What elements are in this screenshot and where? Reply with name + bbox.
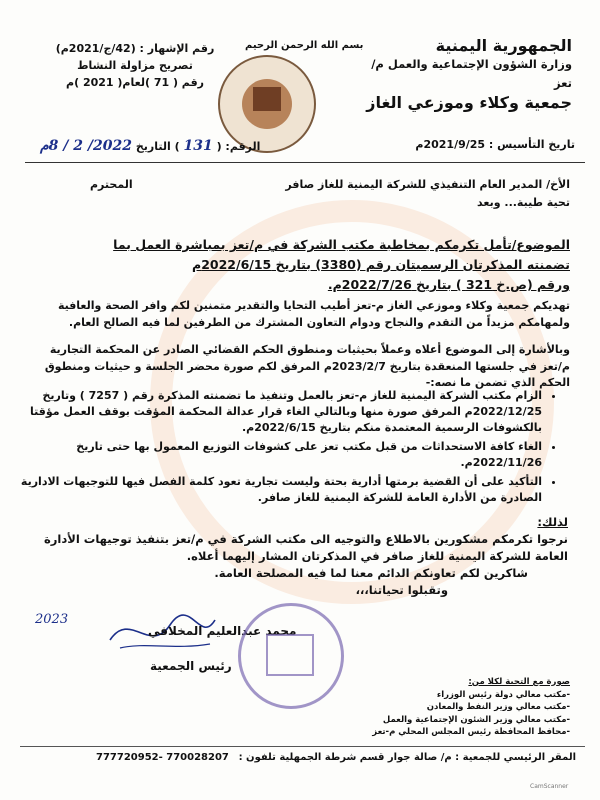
- association-name: جمعية وكلاء وموزعي الغاز: [366, 93, 572, 112]
- request-text: نرجوا تكرمكم مشكورين بالاطلاع والتوجيه الى مكتب الشركة في م/تعز بتنفيذ توجيهات الأدارة العامة للشركة اليمنية للغاز صافر في المذكرتان المشار إليهما أعلاه.: [44, 532, 568, 563]
- reference-block: [40, 138, 260, 154]
- cc-item: -مكتب معالي وزير الشئون الإجتماعية والعمل: [382, 714, 570, 725]
- basmala: بسم الله الرحمن الرحيم: [245, 40, 364, 51]
- ministry-name: وزارة الشؤون الإجتماعية والعمل م/تعز: [371, 57, 572, 90]
- publicity-number: رقم الإشهار : (42/ج/2021م): [55, 42, 215, 55]
- paragraph-reference: وبالأشارة إلى الموضوع أعلاه وعملاً بحيثيات ومنطوق الحكم القضائي الصادر عن المحكمة التجارية م/تعز في جلستها المنعقدة بتاريخ 2023/2/7م المرفق لكم صورة محضر الجلسة و حيثيات ومنطوق الحكم الذي تضمن ما نصه:-: [44, 343, 570, 389]
- addressee: [270, 176, 570, 212]
- date-label: ) التاريخ: [135, 140, 180, 153]
- subject-line-1: الموضوع/تأمل تكرمكم بمخاطبة مكتب الشركة في م/تعز بمباشرة العمل بما: [113, 237, 570, 252]
- header-divider: [25, 162, 585, 163]
- honored-label: المحترم: [90, 178, 133, 191]
- addressee-line: الأخ/ المدير العام التنفيذي للشركة اليمنية للغاز صافر: [285, 178, 570, 191]
- ruling-point: • الزام مكتب الشركة اليمنية للغاز م-تعز بالعمل وتنفيذ ما تضمنته المذكرة رقم ( 7257 ) وتاريخ 2022/12/25م المرفق صورة منها وبالتالي الغاء قرار عدالة المحكمة المؤقت بوقف العمل مؤقتا بالكشوفات الرسمية المعتمدة منكم بتاريخ 2022/6/15م.: [17, 388, 542, 436]
- signatory-title: رئيس الجمعية: [150, 659, 232, 673]
- reference-row: [30, 138, 575, 160]
- cc-heading: صورة مع التحية لكلا من:: [468, 677, 570, 687]
- therefore-label: لذلك:: [537, 515, 568, 529]
- cc-item: -مكتب معالي وزير النفط والمعادن: [426, 702, 570, 712]
- subject: [30, 235, 570, 295]
- ruling-point: • الغاء كافة الاستحداثات من قبل مكتب تعز على كشوفات التوزيع المعمول بها حتى تاريخ 2022/11/26م.: [17, 439, 542, 471]
- cc-list: [350, 676, 570, 739]
- regards-text: وتقبلوا تحياتنا،،،: [355, 583, 448, 597]
- permit-label: تصريح مزاولة النشاط: [77, 59, 193, 72]
- ruling-points: [17, 388, 560, 509]
- footer-address: المقر الرئيسي للجمعية : م/ صالة جوار قسم شرطة الجمهلية تلفون :: [238, 752, 576, 763]
- cc-item: -مكتب معالي دولة رئيس الوزراء: [436, 689, 570, 700]
- greeting-line: تحية طيبة... وبعد: [477, 196, 570, 209]
- handwritten-year: 2023: [35, 612, 69, 627]
- founding-date: تاريخ التأسيس : 2021/9/25م: [415, 138, 575, 151]
- stamp-emblem: [266, 634, 314, 676]
- cc-item: -محافظ المحافظة رئيس المجلس المحلي م-تعز: [372, 727, 570, 737]
- footer-divider: [20, 746, 585, 747]
- footer-phones: 777720952- 770028207: [96, 752, 229, 763]
- ref-label: الرقم: (: [216, 140, 261, 153]
- letter-date: 2022/ 2 / 8م: [40, 138, 133, 154]
- thanks-text: شاكرين لكم تعاونكم الدائم معنا لما فيه المصلحة العامة.: [214, 566, 528, 580]
- permit-number: رقم ( 71 )لعام( 2021 )م: [66, 76, 204, 89]
- subject-line-2: تضمنته المذكرتان الرسميتان رقم (3380) بتاريخ 2022/6/15م: [192, 257, 570, 272]
- ruling-point: • التأكيد على أن القضية برمتها أدارية بحتة وليست تجارية تعود كلمة الفصل فيها للتوجيهات الادارية الصادرة من الأدارة العامة للشركة اليمنية للغاز صافر.: [17, 474, 542, 506]
- logo-building-icon: [253, 87, 281, 111]
- ref-number: 131: [183, 138, 213, 154]
- subject-line-3: ورقم (ص.خ 321 ) بتاريخ 2022/7/26م.: [327, 277, 570, 292]
- paragraph-greeting: تهديكم جمعية وكلاء وموزعي الغاز م-تعز أطيب التحايا والتقدير متمنين لكم وافر الصحة والعافية ولمهامكم مزيداً من التقدم والنجاح ودوام التعاون المشترك من الطرفين لما فيه الصالح العام.: [57, 299, 570, 329]
- country-name: الجمهورية اليمنية: [435, 36, 572, 55]
- signatory-name: محمد عبدالعليم المخلافي: [148, 624, 297, 638]
- letterhead-left: [40, 40, 230, 91]
- official-stamp: [238, 603, 344, 709]
- closing-block: [38, 514, 568, 599]
- scanner-watermark: CamScanner: [530, 783, 569, 790]
- letterhead-right: [362, 36, 572, 112]
